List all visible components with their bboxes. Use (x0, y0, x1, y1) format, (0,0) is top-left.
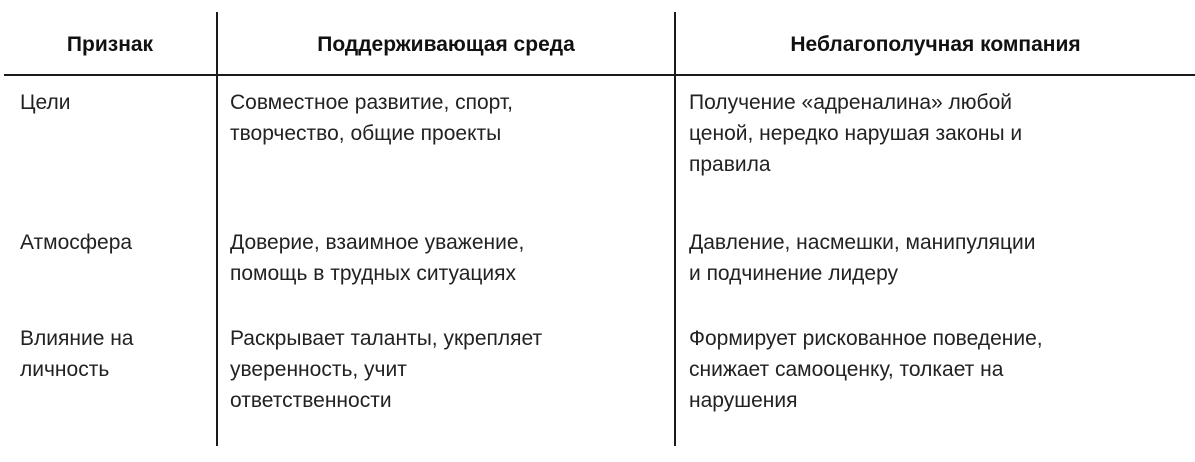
header-unfavorable-company: Неблагополучная компания (790, 33, 1081, 56)
cell-feature: Влияние на личность (20, 327, 134, 381)
header-divider (4, 74, 1195, 76)
column-divider (216, 12, 218, 446)
cell-unfavorable: Давление, насмешки, манипуляции и подчинение лидеру (689, 231, 1036, 285)
cell-unfavorable: Формирует рискованное поведение, снижает самооценку, толкает на нарушения (689, 327, 1043, 412)
header-feature: Признак (66, 33, 154, 56)
cell-feature: Цели (20, 91, 71, 114)
cell-feature: Атмосфера (20, 231, 133, 254)
cell-unfavorable: Получение «адреналина» любой ценой, нередко нарушая законы и правила (689, 91, 1023, 176)
header-supportive-environment: Поддерживающая среда (317, 33, 575, 56)
cell-supportive: Доверие, взаимное уважение, помощь в трудных ситуациях (230, 231, 525, 285)
column-divider (674, 12, 676, 446)
cell-supportive: Раскрывает таланты, укрепляет уверенность, учит ответственности (230, 327, 543, 412)
cell-supportive: Совместное развитие, спорт, творчество, общие проекты (230, 91, 514, 145)
